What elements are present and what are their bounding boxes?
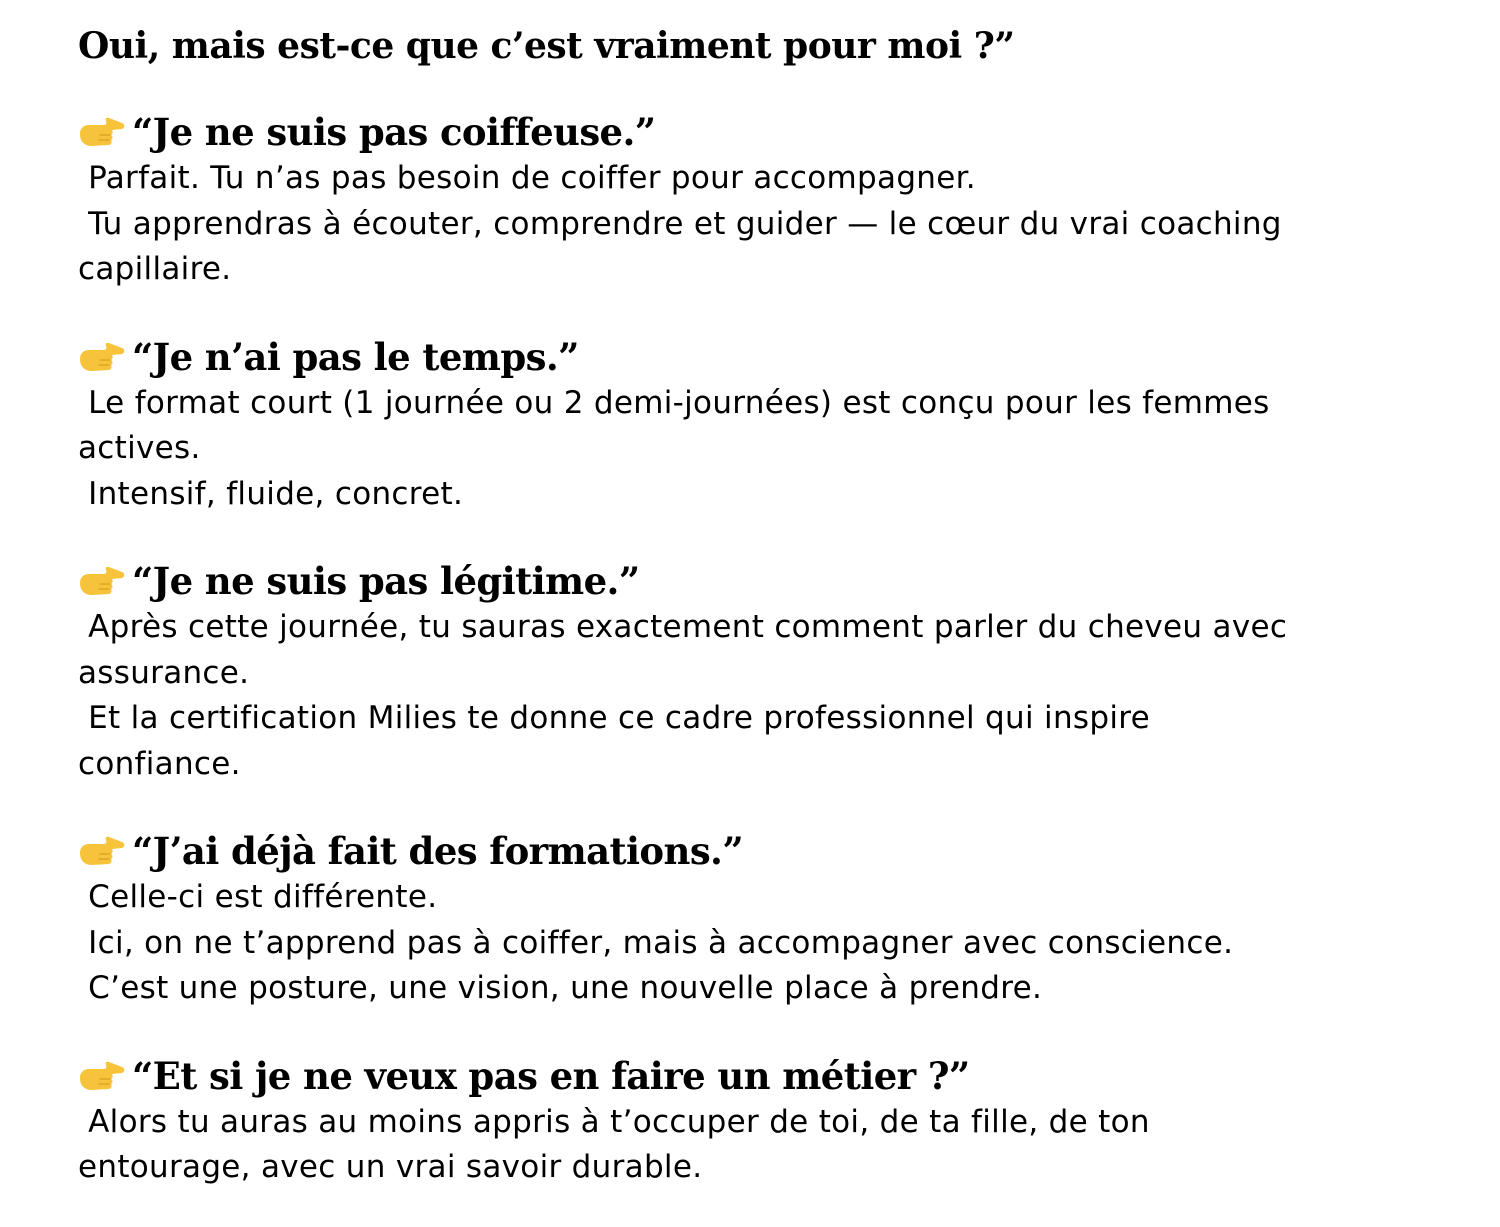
faq-item bbox=[78, 108, 1458, 293]
faq-item bbox=[78, 333, 1458, 518]
faq-answer-line: Après cette journée, tu sauras exactement comment parler du cheveu avec bbox=[78, 609, 1288, 645]
faq-answer-line: entourage, avec un vrai savoir durable. bbox=[78, 1149, 703, 1185]
faq-answer-line: actives. bbox=[78, 430, 201, 466]
pointing-hand-icon bbox=[78, 337, 126, 377]
faq-answer-line: Parfait. Tu n’as pas besoin de coiffer pour accompagner. bbox=[78, 160, 976, 196]
faq-question bbox=[78, 557, 1458, 605]
faq-answer-line: Ici, on ne t’apprend pas à coiffer, mais à accompagner avec conscience. bbox=[78, 924, 1234, 961]
faq-answer bbox=[78, 156, 1458, 293]
faq-answer-line: Celle-ci est différente. bbox=[78, 879, 438, 915]
pointing-hand-icon bbox=[78, 112, 126, 152]
faq-answer bbox=[78, 875, 1458, 1012]
faq-answer-line: confiance. bbox=[78, 745, 241, 782]
faq-answer-line: Tu apprendras à écouter, comprendre et guider — le cœur du vrai coaching bbox=[78, 205, 1282, 242]
faq-question-text: “Et si je ne veux pas en faire un métier ?” bbox=[132, 1053, 970, 1098]
faq-answer bbox=[78, 605, 1458, 787]
pointing-hand-icon bbox=[78, 561, 126, 601]
pointing-hand-icon bbox=[78, 1056, 126, 1096]
faq-question-text: “Je ne suis pas légitime.” bbox=[132, 559, 640, 603]
faq-answer-line: Intensif, fluide, concret. bbox=[78, 475, 464, 512]
faq-item bbox=[78, 1052, 1458, 1191]
faq-question bbox=[78, 333, 1458, 381]
faq-list bbox=[78, 108, 1458, 1191]
faq-item bbox=[78, 557, 1458, 787]
page-title: Oui, mais est-ce que c’est vraiment pour moi ?” bbox=[78, 25, 1015, 67]
faq-answer bbox=[78, 1100, 1458, 1191]
faq-question-text: “Je n’ai pas le temps.” bbox=[132, 334, 579, 379]
faq-question-text: “J’ai déjà fait des formations.” bbox=[132, 829, 744, 873]
faq-question bbox=[78, 108, 1458, 156]
faq-answer-line: Et la certification Milies te donne ce cadre professionnel qui inspire bbox=[78, 700, 1150, 736]
faq-answer-line: assurance. bbox=[78, 654, 250, 691]
faq-answer bbox=[78, 381, 1458, 518]
faq-answer-line: capillaire. bbox=[78, 251, 232, 287]
faq-item bbox=[78, 827, 1458, 1012]
faq-answer-line: Alors tu auras au moins appris à t’occuper de toi, de ta fille, de ton bbox=[78, 1103, 1150, 1140]
pointing-hand-icon bbox=[78, 831, 126, 871]
faq-question bbox=[78, 827, 1458, 875]
faq-answer-line: Le format court (1 journée ou 2 demi-journées) est conçu pour les femmes bbox=[78, 384, 1270, 421]
faq-question-text: “Je ne suis pas coiffeuse.” bbox=[132, 110, 656, 154]
faq-answer-line: C’est une posture, une vision, une nouvelle place à prendre. bbox=[78, 970, 1043, 1006]
faq-question bbox=[78, 1052, 1458, 1100]
faq-document bbox=[78, 20, 1458, 1191]
